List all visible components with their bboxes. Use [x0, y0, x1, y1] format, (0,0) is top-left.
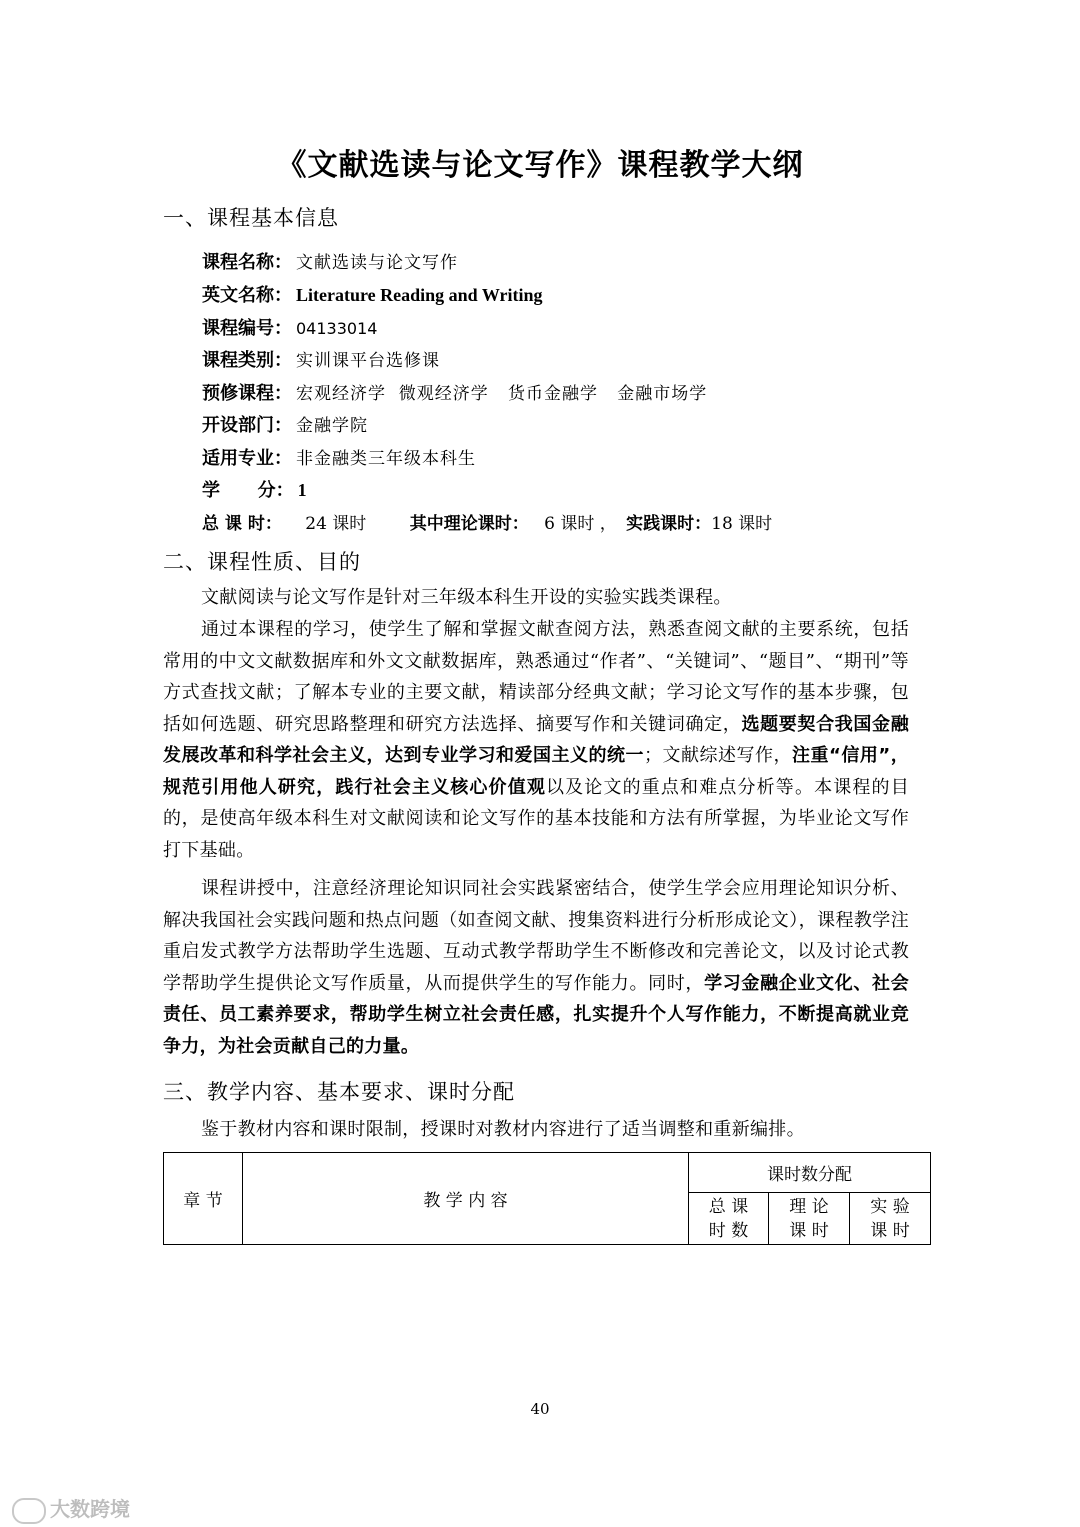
info-value: 文献选读与论文写作 — [296, 253, 458, 273]
paragraph-arrangement: 鉴于教材内容和课时限制，授课时对教材内容进行了适当调整和重新编排。 — [201, 1119, 805, 1140]
text-run: 通过本课程的学习，使学生了解和掌握文献查阅方法，熟悉查阅文献的主要系统，包括常用的中文文献数据库和外文文献数据库，熟悉通过“作者”、“关键词”、“题目”、“期刊”等方式查找文献；了解本专业的主要文献，精读部分经典文献；学习论文写作的基本步骤，包括如何选题、研究思路整理和研究方法选择、摘要写作和关键词确定， — [163, 619, 909, 735]
paragraph-objectives — [163, 614, 909, 866]
info-row-course-category — [202, 346, 440, 372]
header-line: 理 论 — [789, 1196, 829, 1217]
text-run: 课程讲授中，注意经济理论知识同社会实践紧密结合，使学生学会应用理论知识分析、解决我国社会实践问题和热点问题（如查阅文献、搜集资料进行分析形成论文），课程教学注重启发式教学方法帮助学生选题、互动式教学帮助学生不断修改和完善论文，以及讨论式教学帮助学生提供论文写作质量，从而提供学生的写作能力。同时， — [163, 878, 909, 994]
text-run-bold: 学习金融企业文化、社会责任、员工素养要求，帮助学生树立社会责任感，扎实提升个人写作能力，不断提高就业竞争力，为社会贡献自己的力量。 — [163, 972, 909, 1057]
info-label: 课程类别： — [202, 350, 292, 371]
header-line: 课 时 — [789, 1220, 829, 1241]
header-total-hours — [689, 1193, 769, 1245]
hours-practice-value: 18 课时 — [711, 514, 773, 534]
paragraph-intro: 文献阅读与论文写作是针对三年级本科生开设的实验实践类课程。 — [201, 587, 732, 608]
info-row-course-code — [202, 314, 377, 340]
hours-theory-label: 其中理论课时： — [409, 514, 529, 534]
hours-theory-value: 6 课时 ， — [544, 514, 617, 534]
info-row-hours — [202, 509, 772, 534]
info-label: 英文名称： — [202, 285, 292, 306]
info-label: 课程名称： — [202, 252, 292, 273]
header-chapter: 章 节 — [164, 1153, 243, 1245]
watermark — [12, 1493, 130, 1524]
schedule-table — [163, 1152, 931, 1245]
header-content: 教 学 内 容 — [243, 1153, 689, 1245]
info-value: 1 — [297, 480, 307, 500]
paragraph-teaching-methods — [163, 873, 909, 1062]
header-theory-hours — [769, 1193, 850, 1245]
header-line: 课 时 — [870, 1220, 910, 1241]
text-run: 以及论文的重点和难点分析等。本课程的目的，是使高年级本科生对文献阅读和论文写作的基本技能和方法有所掌握，为毕业论文写作打下基础。 — [163, 776, 909, 861]
header-hours-allocation: 课时数分配 — [689, 1153, 931, 1193]
section-heading-content: 三、教学内容、基本要求、课时分配 — [163, 1080, 515, 1104]
info-value: 非金融类三年级本科生 — [296, 449, 476, 469]
section-heading-nature-purpose: 二、课程性质、目的 — [163, 550, 361, 574]
info-label: 学 分： — [202, 480, 294, 501]
info-row-major — [202, 444, 476, 470]
section-heading-basic-info: 一、课程基本信息 — [163, 206, 339, 230]
header-line: 总 课 — [708, 1196, 749, 1217]
text-run-bold: 选题要契合我国金融发展改革和科学社会主义，达到专业学习和爱国主义的统一 — [163, 713, 910, 766]
info-value: Literature Reading and Writing — [296, 285, 543, 305]
info-label: 适用专业： — [202, 448, 292, 469]
header-line: 实 验 — [870, 1196, 910, 1217]
hours-practice-label: 实践课时： — [626, 514, 712, 534]
info-label: 开设部门： — [202, 415, 292, 436]
info-value: 金融学院 — [296, 416, 368, 436]
page-number: 40 — [530, 1400, 550, 1418]
hours-total-value: 24 课时 — [305, 514, 367, 534]
info-row-department — [202, 411, 368, 437]
watermark-text: 大数跨境 — [50, 1497, 130, 1521]
info-value: 实训课平台选修课 — [296, 351, 440, 371]
header-line: 时 数 — [708, 1220, 749, 1241]
info-row-prerequisites — [202, 379, 707, 405]
watermark-logo-icon — [12, 1498, 46, 1524]
document-title: 《文献选读与论文写作》课程教学大纲 — [276, 148, 804, 183]
text-run: ；文献综述写作， — [644, 745, 793, 766]
info-row-course-name — [202, 248, 458, 274]
info-value: 宏观经济学 微观经济学 货币金融学 金融市场学 — [296, 384, 708, 404]
info-row-english-name — [202, 281, 543, 307]
text-run-bold: 注重“信用”，规范引用他人研究，践行社会主义核心价值观 — [163, 745, 909, 798]
info-label: 预修课程： — [202, 383, 292, 404]
header-lab-hours — [850, 1193, 931, 1245]
info-row-credits — [202, 476, 307, 502]
info-label: 课程编号： — [202, 318, 292, 339]
hours-total-label: 总 课 时： — [202, 514, 282, 534]
info-value: 04133014 — [296, 319, 378, 338]
